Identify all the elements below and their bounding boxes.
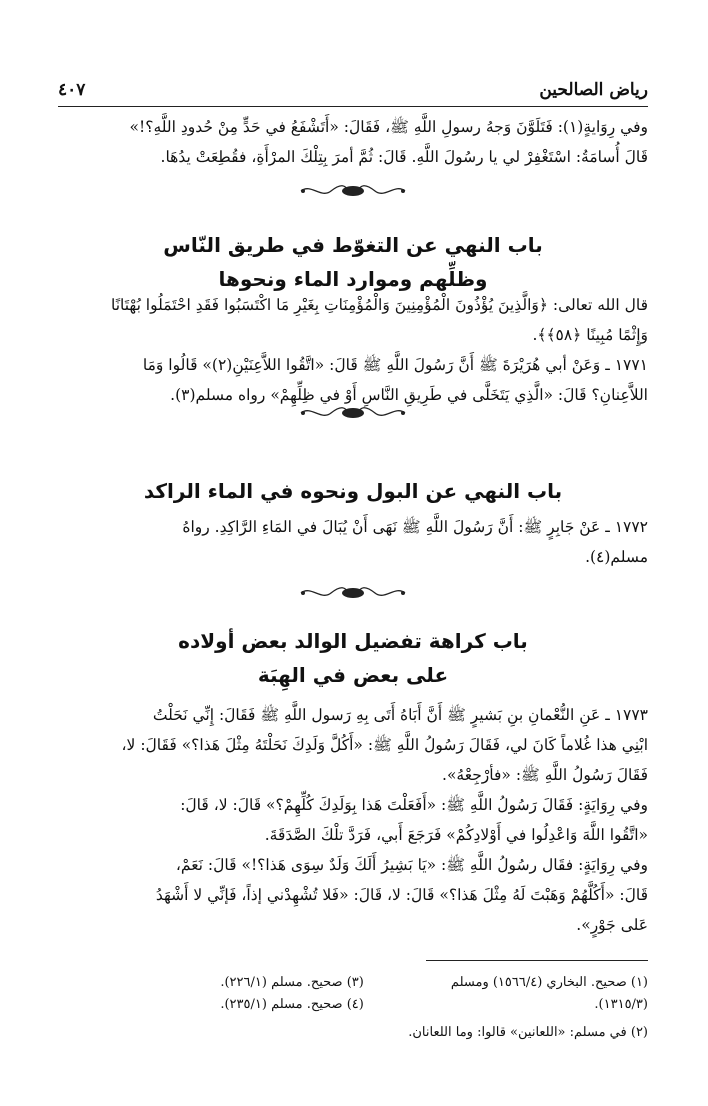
chapter-heading (58, 624, 648, 692)
footnote-row (220, 994, 648, 1016)
ornament-divider (293, 402, 413, 424)
text-line: وَإِثْمًا مُبِينًا ﴿٥٨﴾﴾. (532, 326, 648, 344)
chapter-title-line: باب النهي عن البول ونحوه في الماء الراكد (143, 479, 563, 503)
chapter-title-line: باب كراهة تفضيل الوالد بعض أولاده (178, 629, 528, 653)
text-line: ابْنِي هذا غُلاماً كَانَ لي، فَقَالَ رَسُولُ اللَّهِ ﷺ: «أَكُلَّ وَلَدِكَ نَحَلْتَهُ مِثْلَ هَذا؟» فَقَالَ: لا، (121, 736, 648, 754)
text-line: اللاَّعِنانِ؟ قَالَ: «الَّذِي يَتَخَلَّى في طَرِيقِ النَّاسِ أَوْ في ظِلِّهِمْ» رواه مسلم(٣). (170, 386, 648, 404)
hadith-1772 (58, 512, 648, 572)
text-line: مسلم(٤). (585, 548, 648, 566)
text-line: ١٧٧٣ ـ عَنِ النُّعْمانِ بنِ بَشيرٍ ﷺ أَنَّ أَبَاهُ أَتَى بِهِ رَسول اللَّهِ ﷺ فَقَالَ: إِنِّي نَحَلْتُ (152, 706, 648, 724)
footnote-row (408, 1022, 648, 1044)
text-line: ١٧٧١ ـ وَعَنْ أبي هُرَيْرَةَ ﷺ أَنَّ رَسُولَ اللَّهِ ﷺ قَالَ: «اتَّقُوا اللاَّعِنَيْنِ(٢)» قَالُوا وَمَا (142, 356, 648, 374)
text-line: قال الله تعالى: ﴿وَالَّذِينَ يُؤْذُونَ الْمُؤْمِنِينَ وَالْمُؤْمِنَاتِ بِغَيْرِ مَا اكْتَسَبُوا فَقَدِ احْتَمَلُوا بُهْتَانًا (110, 296, 648, 314)
footnote-4: (٤) صحيح. مسلم (٢٣٥/١). (220, 997, 364, 1012)
running-title: رياض الصالحين (531, 80, 648, 100)
chapter-heading (58, 474, 648, 508)
text-line: وفي رِوَايَةٍ: فقَال رسُولُ اللَّهِ ﷺ: «يَا بَشِيرُ أَلَكَ وَلَدٌ سِوَى هَذا؟!» قَالَ: نَعَمْ، (175, 856, 648, 874)
chapter-title-line: على بعض في الهِبَة (257, 663, 449, 687)
footnote-1-cont: (١٣١٥/٣). (594, 997, 648, 1012)
text-line: قَالَ: «أَكُلَّهُمْ وَهَبْتَ لَهُ مِثْلَ هَذا؟» قَالَ: لا، قَالَ: «فَلا تُشْهِدْني إذاً، فَإنِّي لا أَشْهَدُ (155, 886, 648, 904)
ornament-divider (293, 582, 413, 604)
ornament-divider (293, 180, 413, 202)
footnote-row (220, 972, 648, 994)
text-line: ١٧٧٢ ـ عَنْ جَابِرٍ ﷺ: أَنَّ رَسُولَ اللَّهِ ﷺ نَهَى أَنْ يُبَالَ في المَاءِ الرَّاكِدِ. رواهُ (182, 518, 648, 536)
footnote-separator (426, 960, 648, 961)
text-line: فَقَالَ رَسُولُ اللَّهِ ﷺ: «فأرْجِعْهُ». (442, 766, 648, 784)
hadith-1773 (58, 700, 648, 940)
text-line: «اتَّقُوا اللَّهَ وَاعْدِلُوا في أَوْلادِكُمْ» فَرَجَعَ أَبي، فَرَدَّ تلْكَ الصَّدَقَةَ. (264, 826, 648, 844)
chapter-heading (58, 228, 648, 296)
chapter-title-line: باب النهي عن التغوّط في طريق النّاس (163, 233, 543, 257)
verse-and-hadith (58, 290, 648, 410)
text-line: وفي رِوَايةٍ(١): فَتَلَوَّنَ وَجهُ رسولِ اللَّهِ ﷺ، فَقَالَ: «أَتَشْفَعُ في حَدٍّ مِنْ حُدودِ اللَّهِ؟!» (129, 118, 648, 136)
chapter-title-line: وظلِّهم وموارد الماء ونحوها (218, 267, 488, 291)
book-page (58, 0, 648, 1106)
footnote-1: (١) صحيح. البخاري (١٥٦٦/٤) ومسلم (450, 975, 648, 990)
footnote-3: (٣) صحيح. مسلم (٢٢٦/١). (220, 975, 364, 990)
text-line: وفي رِوَايَةٍ: فَقَالَ رَسُولُ اللَّهِ ﷺ: «أَفَعَلْتَ هَذا بِوَلَدِكَ كُلِّهِمْ؟» قَالَ: لا، قَالَ: (180, 796, 648, 814)
page-number: ٤٠٧ (58, 80, 93, 100)
hadith-continuation (58, 112, 648, 172)
footnote-2: (٢) في مسلم: «اللعانين» قالوا: وما اللعانان. (408, 1025, 648, 1040)
text-line: قَالَ أُسامَةُ: اسْتَغْفِرْ لي يا رسُولَ اللَّهِ. قَالَ: ثُمَّ أمرَ بِتِلْكَ المرْأَةِ، فقُطِعَتْ يدُهَا. (160, 148, 648, 166)
text-line: عَلى جَوْرٍ». (576, 916, 648, 934)
running-header (58, 80, 648, 107)
